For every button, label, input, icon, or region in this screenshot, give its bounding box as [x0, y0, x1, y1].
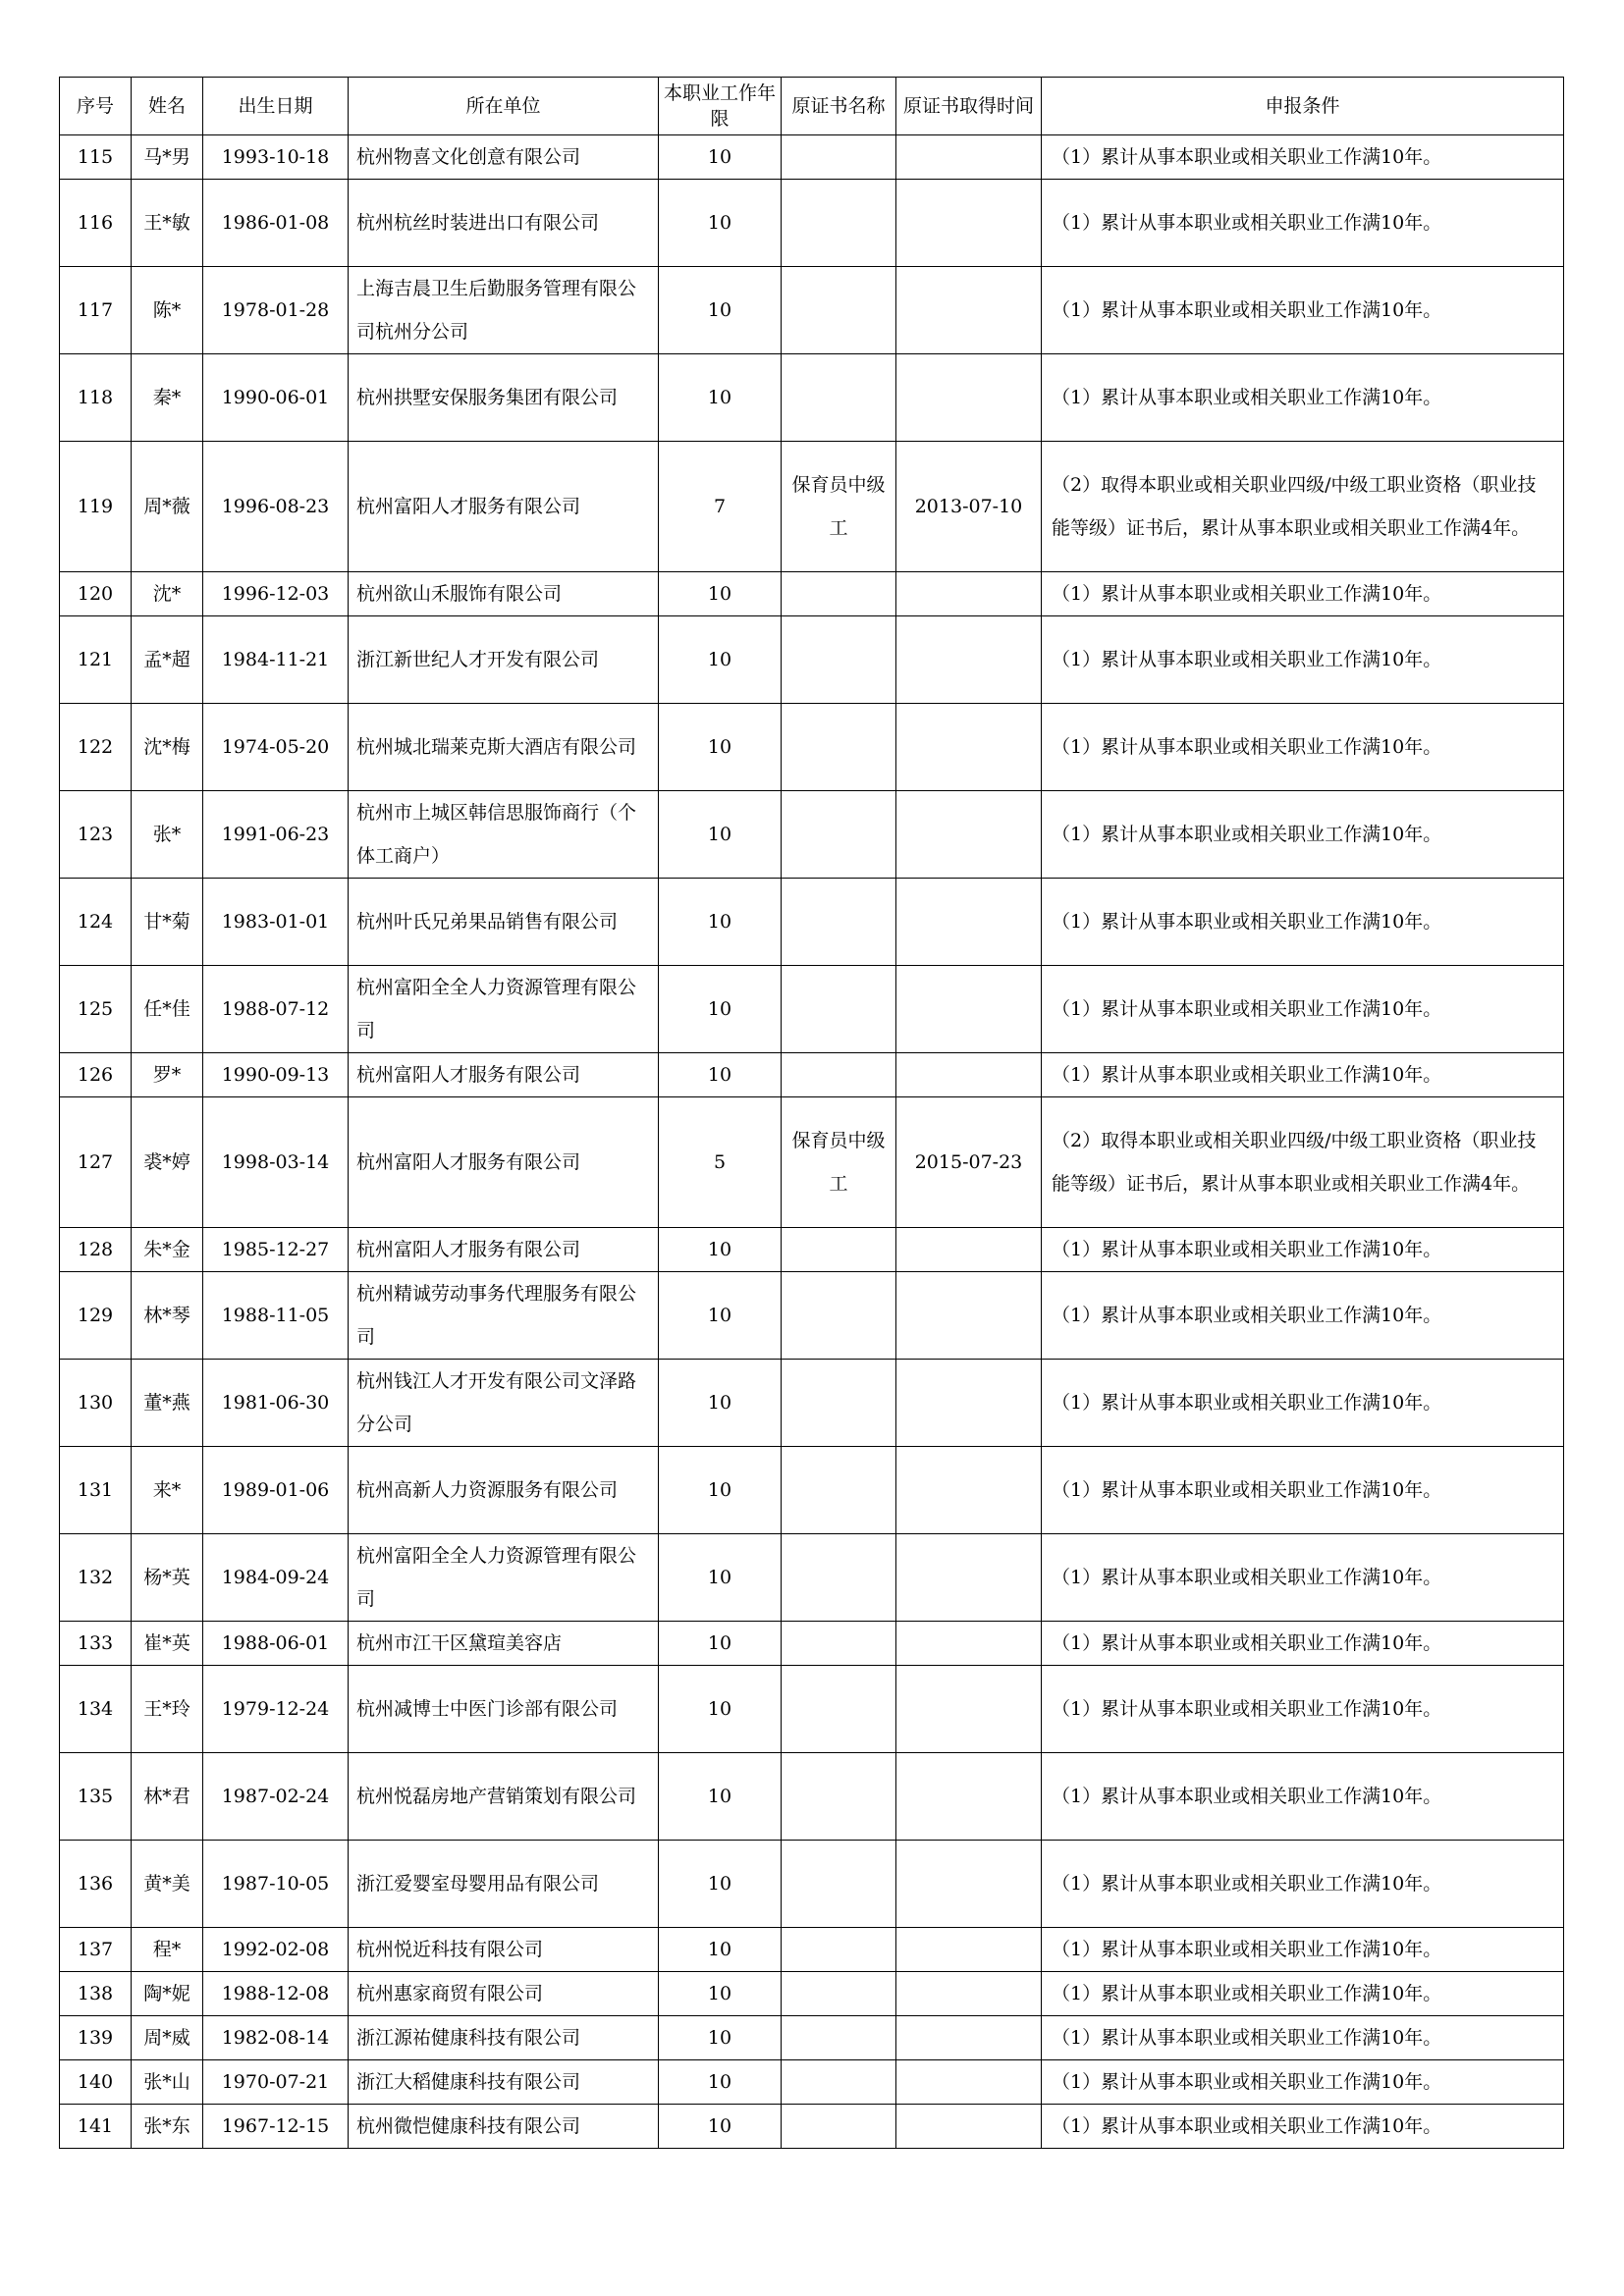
row-no: 117 — [60, 267, 132, 354]
table-row — [60, 1360, 1564, 1447]
row-unit: 杭州市江干区黛瑄美容店 — [349, 1622, 659, 1666]
row-certdate — [896, 1753, 1042, 1841]
row-condition: （1）累计从事本职业或相关职业工作满10年。 — [1042, 1753, 1564, 1841]
row-years: 10 — [659, 616, 782, 704]
table-row — [60, 2016, 1564, 2060]
row-cert — [782, 1447, 896, 1534]
row-condition: （1）累计从事本职业或相关职业工作满10年。 — [1042, 966, 1564, 1053]
row-years: 10 — [659, 704, 782, 791]
row-name: 黄*美 — [132, 1841, 203, 1928]
row-certdate — [896, 879, 1042, 966]
row-certdate — [896, 2016, 1042, 2060]
row-years: 10 — [659, 1622, 782, 1666]
row-no: 139 — [60, 2016, 132, 2060]
row-name: 王*敏 — [132, 180, 203, 267]
row-years: 7 — [659, 442, 782, 572]
row-cert — [782, 180, 896, 267]
row-birth: 1985-12-27 — [203, 1228, 349, 1272]
row-years: 10 — [659, 267, 782, 354]
row-name: 朱*金 — [132, 1228, 203, 1272]
row-cert — [782, 1053, 896, 1097]
row-name: 孟*超 — [132, 616, 203, 704]
row-condition: （1）累计从事本职业或相关职业工作满10年。 — [1042, 2060, 1564, 2105]
row-condition: （1）累计从事本职业或相关职业工作满10年。 — [1042, 1447, 1564, 1534]
row-no: 138 — [60, 1972, 132, 2016]
table-row — [60, 616, 1564, 704]
row-unit: 浙江爱婴室母婴用品有限公司 — [349, 1841, 659, 1928]
row-no: 115 — [60, 135, 132, 180]
row-unit: 杭州物喜文化创意有限公司 — [349, 135, 659, 180]
row-years: 10 — [659, 354, 782, 442]
row-birth: 1984-11-21 — [203, 616, 349, 704]
row-no: 116 — [60, 180, 132, 267]
table-row — [60, 1928, 1564, 1972]
row-birth: 1988-06-01 — [203, 1622, 349, 1666]
row-name: 沈*梅 — [132, 704, 203, 791]
header-name: 姓名 — [132, 78, 203, 135]
row-unit: 杭州杭丝时装进出口有限公司 — [349, 180, 659, 267]
row-name: 程* — [132, 1928, 203, 1972]
row-birth: 1993-10-18 — [203, 135, 349, 180]
row-name: 崔*英 — [132, 1622, 203, 1666]
row-no: 127 — [60, 1097, 132, 1228]
row-condition: （2）取得本职业或相关职业四级/中级工职业资格（职业技能等级）证书后，累计从事本职业或相关职业工作满4年。 — [1042, 442, 1564, 572]
table-row — [60, 1534, 1564, 1622]
row-certdate — [896, 1972, 1042, 2016]
row-certdate: 2013-07-10 — [896, 442, 1042, 572]
row-no: 132 — [60, 1534, 132, 1622]
row-certdate: 2015-07-23 — [896, 1097, 1042, 1228]
row-no: 136 — [60, 1841, 132, 1928]
row-no: 128 — [60, 1228, 132, 1272]
row-birth: 1983-01-01 — [203, 879, 349, 966]
table-row — [60, 1272, 1564, 1360]
table-body — [60, 135, 1564, 2149]
row-birth: 1979-12-24 — [203, 1666, 349, 1753]
row-name: 杨*英 — [132, 1534, 203, 1622]
row-birth: 1996-08-23 — [203, 442, 349, 572]
row-cert — [782, 704, 896, 791]
row-birth: 1990-09-13 — [203, 1053, 349, 1097]
row-cert — [782, 1666, 896, 1753]
table-row — [60, 572, 1564, 616]
row-name: 周*薇 — [132, 442, 203, 572]
row-name: 陈* — [132, 267, 203, 354]
row-unit: 杭州悦近科技有限公司 — [349, 1928, 659, 1972]
row-no: 121 — [60, 616, 132, 704]
row-years: 10 — [659, 1928, 782, 1972]
row-unit: 浙江源祐健康科技有限公司 — [349, 2016, 659, 2060]
row-no: 131 — [60, 1447, 132, 1534]
row-years: 10 — [659, 2016, 782, 2060]
row-condition: （1）累计从事本职业或相关职业工作满10年。 — [1042, 1928, 1564, 1972]
row-unit: 杭州欲山禾服饰有限公司 — [349, 572, 659, 616]
header-birth: 出生日期 — [203, 78, 349, 135]
row-condition: （1）累计从事本职业或相关职业工作满10年。 — [1042, 180, 1564, 267]
row-unit: 杭州悦磊房地产营销策划有限公司 — [349, 1753, 659, 1841]
row-no: 133 — [60, 1622, 132, 1666]
table-row — [60, 791, 1564, 879]
row-years: 10 — [659, 1360, 782, 1447]
row-unit: 浙江大稻健康科技有限公司 — [349, 2060, 659, 2105]
row-cert — [782, 879, 896, 966]
row-no: 123 — [60, 791, 132, 879]
row-cert — [782, 135, 896, 180]
row-name: 沈* — [132, 572, 203, 616]
row-condition: （1）累计从事本职业或相关职业工作满10年。 — [1042, 879, 1564, 966]
header-cert: 原证书名称 — [782, 78, 896, 135]
row-birth: 1990-06-01 — [203, 354, 349, 442]
row-name: 马*男 — [132, 135, 203, 180]
row-unit: 杭州高新人力资源服务有限公司 — [349, 1447, 659, 1534]
row-condition: （1）累计从事本职业或相关职业工作满10年。 — [1042, 1622, 1564, 1666]
row-certdate — [896, 791, 1042, 879]
row-certdate — [896, 1228, 1042, 1272]
row-condition: （1）累计从事本职业或相关职业工作满10年。 — [1042, 616, 1564, 704]
row-condition: （1）累计从事本职业或相关职业工作满10年。 — [1042, 791, 1564, 879]
table-row — [60, 180, 1564, 267]
row-cert — [782, 966, 896, 1053]
row-birth: 1992-02-08 — [203, 1928, 349, 1972]
table-row — [60, 879, 1564, 966]
row-birth: 1967-12-15 — [203, 2105, 349, 2149]
row-no: 120 — [60, 572, 132, 616]
row-birth: 1984-09-24 — [203, 1534, 349, 1622]
row-years: 10 — [659, 1534, 782, 1622]
row-years: 10 — [659, 180, 782, 267]
row-condition: （1）累计从事本职业或相关职业工作满10年。 — [1042, 1360, 1564, 1447]
row-cert: 保育员中级工 — [782, 442, 896, 572]
header-unit: 所在单位 — [349, 78, 659, 135]
row-years: 10 — [659, 1447, 782, 1534]
row-name: 林*君 — [132, 1753, 203, 1841]
row-birth: 1986-01-08 — [203, 180, 349, 267]
row-certdate — [896, 135, 1042, 180]
row-no: 129 — [60, 1272, 132, 1360]
row-condition: （1）累计从事本职业或相关职业工作满10年。 — [1042, 1841, 1564, 1928]
row-no: 122 — [60, 704, 132, 791]
row-no: 134 — [60, 1666, 132, 1753]
table-row — [60, 135, 1564, 180]
row-birth: 1991-06-23 — [203, 791, 349, 879]
row-birth: 1987-10-05 — [203, 1841, 349, 1928]
row-name: 张*山 — [132, 2060, 203, 2105]
row-cert — [782, 2060, 896, 2105]
row-name: 来* — [132, 1447, 203, 1534]
row-condition: （1）累计从事本职业或相关职业工作满10年。 — [1042, 1228, 1564, 1272]
row-cert — [782, 1622, 896, 1666]
row-unit: 杭州富阳人才服务有限公司 — [349, 442, 659, 572]
row-unit: 杭州精诚劳动事务代理服务有限公司 — [349, 1272, 659, 1360]
row-certdate — [896, 1534, 1042, 1622]
row-unit: 杭州富阳人才服务有限公司 — [349, 1228, 659, 1272]
table-row — [60, 966, 1564, 1053]
row-certdate — [896, 616, 1042, 704]
header-years: 本职业工作年限 — [659, 78, 782, 135]
row-name: 董*燕 — [132, 1360, 203, 1447]
table-row — [60, 1228, 1564, 1272]
row-unit: 杭州减博士中医门诊部有限公司 — [349, 1666, 659, 1753]
row-certdate — [896, 572, 1042, 616]
row-years: 10 — [659, 791, 782, 879]
row-certdate — [896, 180, 1042, 267]
row-certdate — [896, 2060, 1042, 2105]
row-name: 张* — [132, 791, 203, 879]
row-certdate — [896, 1928, 1042, 1972]
table-row — [60, 1097, 1564, 1228]
row-years: 10 — [659, 1753, 782, 1841]
row-no: 124 — [60, 879, 132, 966]
row-certdate — [896, 1053, 1042, 1097]
row-years: 10 — [659, 1272, 782, 1360]
row-birth: 1998-03-14 — [203, 1097, 349, 1228]
row-years: 10 — [659, 966, 782, 1053]
row-cert — [782, 1228, 896, 1272]
row-cert — [782, 1841, 896, 1928]
row-certdate — [896, 1447, 1042, 1534]
row-no: 118 — [60, 354, 132, 442]
row-years: 10 — [659, 2060, 782, 2105]
row-cert — [782, 572, 896, 616]
row-condition: （1）累计从事本职业或相关职业工作满10年。 — [1042, 1534, 1564, 1622]
row-no: 130 — [60, 1360, 132, 1447]
table-row — [60, 1053, 1564, 1097]
row-years: 10 — [659, 135, 782, 180]
row-unit: 杭州城北瑞莱克斯大酒店有限公司 — [349, 704, 659, 791]
row-birth: 1970-07-21 — [203, 2060, 349, 2105]
row-condition: （1）累计从事本职业或相关职业工作满10年。 — [1042, 354, 1564, 442]
header-row — [60, 78, 1564, 135]
row-years: 5 — [659, 1097, 782, 1228]
table-row — [60, 354, 1564, 442]
row-unit: 上海吉晨卫生后勤服务管理有限公司杭州分公司 — [349, 267, 659, 354]
table-row — [60, 2060, 1564, 2105]
row-unit: 杭州微恺健康科技有限公司 — [349, 2105, 659, 2149]
row-name: 周*威 — [132, 2016, 203, 2060]
row-cert — [782, 1753, 896, 1841]
row-birth: 1988-11-05 — [203, 1272, 349, 1360]
row-certdate — [896, 966, 1042, 1053]
row-unit: 杭州富阳人才服务有限公司 — [349, 1053, 659, 1097]
row-condition: （1）累计从事本职业或相关职业工作满10年。 — [1042, 2016, 1564, 2060]
row-unit: 杭州拱墅安保服务集团有限公司 — [349, 354, 659, 442]
row-unit: 杭州钱江人才开发有限公司文泽路分公司 — [349, 1360, 659, 1447]
row-birth: 1988-07-12 — [203, 966, 349, 1053]
table-row — [60, 704, 1564, 791]
row-birth: 1996-12-03 — [203, 572, 349, 616]
row-cert — [782, 354, 896, 442]
row-unit: 杭州富阳全全人力资源管理有限公司 — [349, 966, 659, 1053]
table-row — [60, 1841, 1564, 1928]
row-name: 张*东 — [132, 2105, 203, 2149]
table-row — [60, 1753, 1564, 1841]
row-no: 135 — [60, 1753, 132, 1841]
row-years: 10 — [659, 1228, 782, 1272]
row-cert — [782, 1972, 896, 2016]
row-certdate — [896, 267, 1042, 354]
row-condition: （1）累计从事本职业或相关职业工作满10年。 — [1042, 135, 1564, 180]
table-row — [60, 1447, 1564, 1534]
row-no: 141 — [60, 2105, 132, 2149]
table-row — [60, 442, 1564, 572]
row-certdate — [896, 1272, 1042, 1360]
row-birth: 1974-05-20 — [203, 704, 349, 791]
row-certdate — [896, 354, 1042, 442]
row-years: 10 — [659, 879, 782, 966]
row-name: 秦* — [132, 354, 203, 442]
row-years: 10 — [659, 2105, 782, 2149]
table-row — [60, 1622, 1564, 1666]
row-name: 林*琴 — [132, 1272, 203, 1360]
row-cert — [782, 2016, 896, 2060]
row-certdate — [896, 1622, 1042, 1666]
row-name: 陶*妮 — [132, 1972, 203, 2016]
row-condition: （2）取得本职业或相关职业四级/中级工职业资格（职业技能等级）证书后，累计从事本职业或相关职业工作满4年。 — [1042, 1097, 1564, 1228]
row-no: 126 — [60, 1053, 132, 1097]
row-certdate — [896, 704, 1042, 791]
row-certdate — [896, 1666, 1042, 1753]
row-condition: （1）累计从事本职业或相关职业工作满10年。 — [1042, 1972, 1564, 2016]
row-unit: 杭州富阳全全人力资源管理有限公司 — [349, 1534, 659, 1622]
applicant-table — [59, 77, 1564, 2149]
row-cert — [782, 1360, 896, 1447]
row-condition: （1）累计从事本职业或相关职业工作满10年。 — [1042, 572, 1564, 616]
row-years: 10 — [659, 572, 782, 616]
row-condition: （1）累计从事本职业或相关职业工作满10年。 — [1042, 1272, 1564, 1360]
row-certdate — [896, 2105, 1042, 2149]
row-cert — [782, 1272, 896, 1360]
row-birth: 1988-12-08 — [203, 1972, 349, 2016]
table-row — [60, 267, 1564, 354]
row-years: 10 — [659, 1053, 782, 1097]
row-unit: 杭州市上城区韩信思服饰商行（个体工商户） — [349, 791, 659, 879]
row-no: 137 — [60, 1928, 132, 1972]
header-certdate: 原证书取得时间 — [896, 78, 1042, 135]
row-years: 10 — [659, 1972, 782, 2016]
row-cert — [782, 2105, 896, 2149]
header-condition: 申报条件 — [1042, 78, 1564, 135]
row-no: 125 — [60, 966, 132, 1053]
row-years: 10 — [659, 1841, 782, 1928]
row-no: 140 — [60, 2060, 132, 2105]
row-unit: 杭州惠家商贸有限公司 — [349, 1972, 659, 2016]
row-birth: 1987-02-24 — [203, 1753, 349, 1841]
row-name: 王*玲 — [132, 1666, 203, 1753]
row-cert: 保育员中级工 — [782, 1097, 896, 1228]
table-row — [60, 2105, 1564, 2149]
row-cert — [782, 616, 896, 704]
table-row — [60, 1666, 1564, 1753]
row-certdate — [896, 1360, 1042, 1447]
row-no: 119 — [60, 442, 132, 572]
row-unit: 杭州富阳人才服务有限公司 — [349, 1097, 659, 1228]
row-name: 裘*婷 — [132, 1097, 203, 1228]
row-birth: 1981-06-30 — [203, 1360, 349, 1447]
row-birth: 1989-01-06 — [203, 1447, 349, 1534]
row-condition: （1）累计从事本职业或相关职业工作满10年。 — [1042, 704, 1564, 791]
table-row — [60, 1972, 1564, 2016]
row-unit: 浙江新世纪人才开发有限公司 — [349, 616, 659, 704]
row-certdate — [896, 1841, 1042, 1928]
row-cert — [782, 791, 896, 879]
row-condition: （1）累计从事本职业或相关职业工作满10年。 — [1042, 1053, 1564, 1097]
row-condition: （1）累计从事本职业或相关职业工作满10年。 — [1042, 2105, 1564, 2149]
row-birth: 1978-01-28 — [203, 267, 349, 354]
row-name: 任*佳 — [132, 966, 203, 1053]
row-cert — [782, 1534, 896, 1622]
row-unit: 杭州叶氏兄弟果品销售有限公司 — [349, 879, 659, 966]
row-cert — [782, 1928, 896, 1972]
row-condition: （1）累计从事本职业或相关职业工作满10年。 — [1042, 1666, 1564, 1753]
row-condition: （1）累计从事本职业或相关职业工作满10年。 — [1042, 267, 1564, 354]
row-cert — [782, 267, 896, 354]
row-name: 罗* — [132, 1053, 203, 1097]
header-no: 序号 — [60, 78, 132, 135]
row-years: 10 — [659, 1666, 782, 1753]
row-name: 甘*菊 — [132, 879, 203, 966]
row-birth: 1982-08-14 — [203, 2016, 349, 2060]
